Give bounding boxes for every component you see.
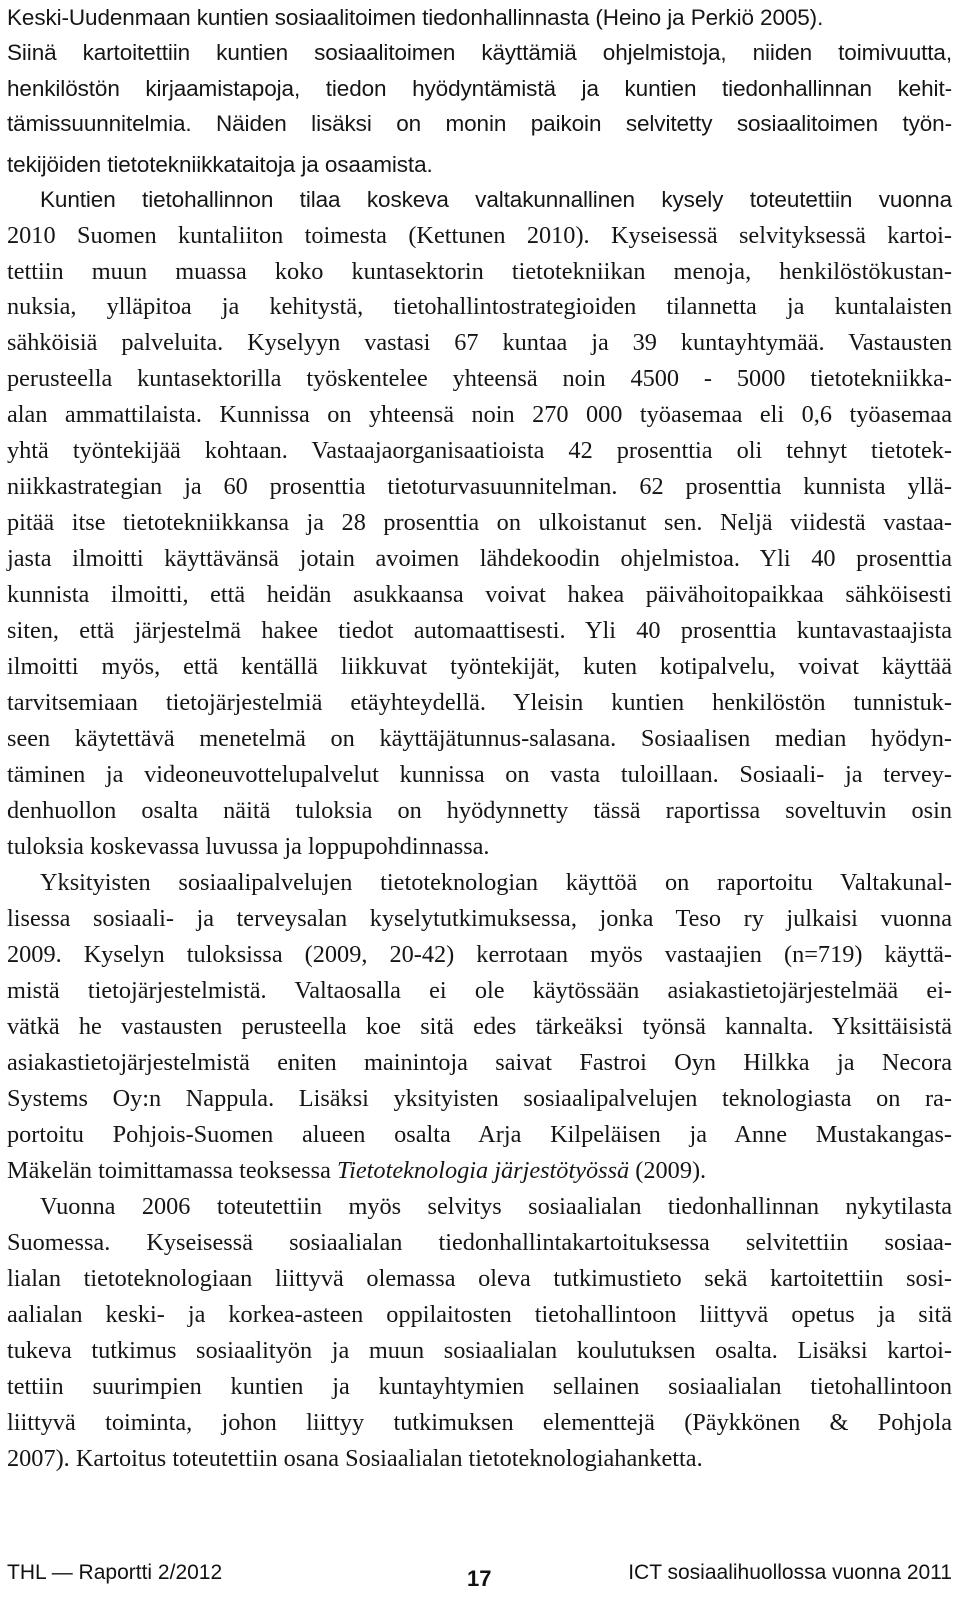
line-text: kunnista ilmoitti, että heidän asukkaansa voivat hakea päivähoitopaikkaa sähköisesti	[7, 581, 952, 608]
line-text: Suomessa. Kyseisessä sosiaalialan tiedonhallintakartoituksessa selvitettiin sosiaa-	[7, 1229, 952, 1256]
line-text: nuksia, ylläpitoa ja kehitystä, tietohallintostrategioiden tilannetta ja kuntalaisten	[7, 293, 952, 320]
text-line	[7, 1117, 952, 1153]
line-text: vätkä he vastausten perusteella koe sitä edes tärkeäksi työnsä kannalta. Yksittäisistä	[7, 1013, 952, 1040]
line-text: tettiin muun muassa koko kuntasektorin tietotekniikan menoja, henkilöstökustan-	[7, 258, 952, 285]
text-line	[7, 289, 952, 325]
line-text: jasta ilmoitti käyttävänsä jotain avoimen lähdekoodin ohjelmistoa. Yli 40 prosenttia	[7, 545, 952, 572]
line-text-tail: (2009).	[629, 1157, 707, 1184]
text-line	[7, 35, 952, 71]
line-text: lialan tietoteknologiaan liittyvä olemassa oleva tutkimustieto sekä kartoitettiin sosi-	[7, 1265, 952, 1292]
line-text: liittyvä toiminta, johon liittyy tutkimuksen elementtejä (Päykkönen & Pohjola	[7, 1409, 952, 1436]
line-text: Vuonna 2006 toteutettiin myös selvitys sosiaalialan tiedonhallinnan nykytilasta	[40, 1193, 952, 1220]
line-text: niikkastrategian ja 60 prosenttia tietoturvasuunnitelman. 62 prosenttia kunnista yllä-	[7, 473, 952, 500]
line-text: Siinä kartoitettiin kuntien sosiaalitoimen käyttämiä ohjelmistoja, niiden toimivuutta,	[7, 40, 952, 65]
line-text: lisessa sosiaali- ja terveysalan kyselytutkimuksessa, jonka Teso ry julkaisi vuonna	[7, 905, 952, 932]
text-line	[7, 106, 952, 142]
line-text: perusteella kuntasektorilla työskentelee yhteensä noin 4500 - 5000 tietotekniikka-	[7, 365, 952, 392]
text-line	[7, 1189, 952, 1225]
text-line	[7, 71, 952, 107]
text-line	[7, 147, 952, 183]
text-line	[7, 721, 952, 757]
text-line	[7, 1261, 952, 1297]
text-line	[7, 973, 952, 1009]
text-line	[7, 1297, 952, 1333]
line-text: henkilöstön kirjaamistapoja, tiedon hyödyntämistä ja kuntien tiedonhallinnan kehit-	[7, 76, 952, 101]
text-line	[7, 0, 952, 36]
text-line	[7, 433, 952, 469]
text-line	[7, 469, 952, 505]
text-line	[7, 1009, 952, 1045]
text-line	[7, 865, 952, 901]
text-line	[7, 685, 952, 721]
line-text: tekijöiden tietotekniikkataitoja ja osaamista.	[7, 152, 433, 177]
line-text: seen käytettävä menetelmä on käyttäjätunnus-salasana. Sosiaalisen median hyödyn-	[7, 725, 952, 752]
line-text: Kuntien tietohallinnon tilaa koskeva valtakunnallinen kysely toteutettiin vuonna	[40, 187, 952, 212]
line-text: yhtä työntekijää kohtaan. Vastaajaorganisaatioista 42 prosenttia oli tehnyt tietotek-	[7, 437, 952, 464]
line-text: Keski-Uudenmaan kuntien sosiaalitoimen tiedonhallinnasta (Heino ja Perkiö 2005).	[7, 5, 824, 30]
line-text: mistä tietojärjestelmistä. Valtaosalla ei ole käytössään asiakastietojärjestelmää ei-	[7, 977, 952, 1004]
footer-report-name: THL — Raportti 2/2012	[7, 1561, 223, 1584]
line-text: pitää itse tietotekniikkansa ja 28 prosenttia on ulkoistanut sen. Neljä viidestä vastaa-	[7, 509, 952, 536]
text-line	[7, 1225, 952, 1261]
line-text: tuloksia koskevassa luvussa ja loppupohdinnassa.	[7, 833, 490, 860]
line-text: Mäkelän toimittamassa teoksessa	[7, 1157, 337, 1184]
text-line	[7, 649, 952, 685]
line-text: Systems Oy:n Nappula. Lisäksi yksityisten sosiaalipalvelujen teknologiasta on ra-	[7, 1085, 952, 1112]
text-line	[7, 218, 952, 254]
text-line	[7, 613, 952, 649]
line-text: Yksityisten sosiaalipalvelujen tietoteknologian käyttöä on raportoitu Valtakunal-	[40, 869, 952, 896]
line-text: alan ammattilaista. Kunnissa on yhteensä noin 270 000 työasemaa eli 0,6 työasemaa	[7, 401, 952, 428]
text-line	[7, 1405, 952, 1441]
line-text: 2010 Suomen kuntaliiton toimesta (Kettunen 2010). Kyseisessä selvityksessä kartoi-	[7, 222, 952, 249]
line-text: tukeva tutkimus sosiaalityön ja muun sosiaalialan koulutuksen osalta. Lisäksi kartoi-	[7, 1337, 952, 1364]
page-number: 17	[467, 1566, 492, 1591]
page-footer	[7, 1555, 952, 1591]
text-line	[7, 1333, 952, 1369]
text-line	[7, 325, 952, 361]
text-line	[7, 505, 952, 541]
line-text: täminen ja videoneuvottelupalvelut kunnissa on vasta tuloillaan. Sosiaali- ja tervey-	[7, 761, 952, 788]
text-line	[7, 577, 952, 613]
text-line	[7, 182, 952, 218]
line-text: ilmoitti myös, että kentällä liikkuvat työntekijät, kuten kotipalvelu, voivat käyttää	[7, 653, 952, 680]
line-text: portoitu Pohjois-Suomen alueen osalta Arja Kilpeläisen ja Anne Mustakangas-	[7, 1121, 952, 1148]
text-line	[7, 901, 952, 937]
line-text: tarvitsemiaan tietojärjestelmiä etäyhteydellä. Yleisin kuntien henkilöstön tunnistuk-	[7, 689, 952, 716]
text-line	[7, 541, 952, 577]
text-line	[7, 1369, 952, 1405]
text-line	[7, 1441, 952, 1477]
line-text: tämissuunnitelmia. Näiden lisäksi on monin paikoin selvitetty sosiaalitoimen työn-	[7, 111, 952, 136]
line-text: tettiin suurimpien kuntien ja kuntayhtymien sellainen sosiaalialan tietohallintoon	[7, 1373, 952, 1400]
text-line	[7, 1153, 952, 1189]
line-text: asiakastietojärjestelmistä eniten mainintoja saivat Fastroi Oyn Hilkka ja Necora	[7, 1049, 952, 1076]
text-line	[7, 397, 952, 433]
line-text: 2007). Kartoitus toteutettiin osana Sosiaalialan tietoteknologiahanketta.	[7, 1445, 703, 1472]
line-text: denhuollon osalta näitä tuloksia on hyödynnetty tässä raportissa soveltuvin osin	[7, 797, 952, 824]
text-line	[7, 793, 952, 829]
text-line	[7, 1081, 952, 1117]
book-title: Tietoteknologia järjestötyössä	[336, 1157, 630, 1184]
text-line	[7, 1045, 952, 1081]
footer-title: ICT sosiaalihuollossa vuonna 2011	[628, 1561, 952, 1584]
text-line	[7, 937, 952, 973]
line-text: sähköisiä palveluita. Kyselyyn vastasi 67 kuntaa ja 39 kuntayhtymää. Vastausten	[7, 329, 952, 356]
text-line	[7, 757, 952, 793]
text-line	[7, 829, 952, 865]
text-line	[7, 254, 952, 290]
line-text: 2009. Kyselyn tuloksissa (2009, 20-42) kerrotaan myös vastaajien (n=719) käyttä-	[7, 941, 952, 968]
line-text: siten, että järjestelmä hakee tiedot automaattisesti. Yli 40 prosenttia kuntavastaajista	[7, 617, 952, 644]
text-line	[7, 361, 952, 397]
line-text: aalialan keski- ja korkea-asteen oppilaitosten tietohallintoon liittyvä opetus ja sitä	[7, 1301, 952, 1328]
